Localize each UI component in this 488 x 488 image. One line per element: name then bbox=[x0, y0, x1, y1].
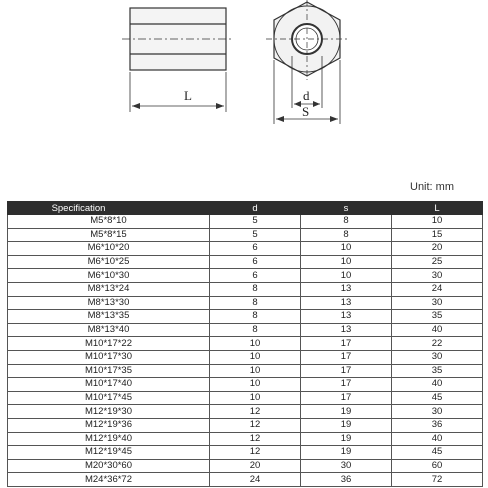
cell-L: 30 bbox=[392, 405, 483, 419]
cell-L: 40 bbox=[392, 323, 483, 337]
cell-specification: M10*17*40 bbox=[8, 378, 210, 392]
cell-L: 15 bbox=[392, 228, 483, 242]
cell-s: 19 bbox=[301, 405, 392, 419]
table-row bbox=[8, 269, 483, 283]
cell-s: 17 bbox=[301, 378, 392, 392]
cell-s: 8 bbox=[301, 215, 392, 229]
cell-L: 40 bbox=[392, 378, 483, 392]
cell-L: 40 bbox=[392, 432, 483, 446]
cell-d: 20 bbox=[210, 459, 301, 473]
cell-L: 24 bbox=[392, 282, 483, 296]
table-row bbox=[8, 215, 483, 229]
cell-d: 10 bbox=[210, 350, 301, 364]
cell-s: 10 bbox=[301, 269, 392, 283]
table-header-row bbox=[8, 202, 483, 215]
cell-specification: M8*13*40 bbox=[8, 323, 210, 337]
cell-specification: M6*10*30 bbox=[8, 269, 210, 283]
header-d: d bbox=[210, 202, 301, 215]
table-row bbox=[8, 242, 483, 256]
table-row bbox=[8, 418, 483, 432]
cell-d: 6 bbox=[210, 269, 301, 283]
cell-specification: M10*17*22 bbox=[8, 337, 210, 351]
cell-d: 12 bbox=[210, 446, 301, 460]
cell-specification: M20*30*60 bbox=[8, 459, 210, 473]
dimension-L-label: L bbox=[184, 88, 192, 103]
cell-d: 8 bbox=[210, 310, 301, 324]
cell-L: 36 bbox=[392, 418, 483, 432]
table-row bbox=[8, 310, 483, 324]
technical-drawing bbox=[0, 0, 488, 180]
cell-s: 17 bbox=[301, 364, 392, 378]
table-row bbox=[8, 378, 483, 392]
dimension-d-label: d bbox=[303, 88, 310, 103]
unit-label: Unit: mm bbox=[410, 181, 454, 193]
cell-L: 20 bbox=[392, 242, 483, 256]
cell-s: 8 bbox=[301, 228, 392, 242]
cell-d: 12 bbox=[210, 432, 301, 446]
cell-d: 12 bbox=[210, 418, 301, 432]
dimension-S-label: S bbox=[302, 104, 310, 119]
table-row bbox=[8, 255, 483, 269]
header-L: L bbox=[392, 202, 483, 215]
cell-s: 36 bbox=[301, 473, 392, 487]
cell-s: 17 bbox=[301, 350, 392, 364]
cell-specification: M6*10*25 bbox=[8, 255, 210, 269]
side-view bbox=[122, 8, 234, 112]
cell-specification: M5*8*10 bbox=[8, 215, 210, 229]
cell-L: 35 bbox=[392, 310, 483, 324]
cell-specification: M12*19*40 bbox=[8, 432, 210, 446]
table-row bbox=[8, 282, 483, 296]
cell-s: 17 bbox=[301, 391, 392, 405]
table-row bbox=[8, 473, 483, 487]
table-row bbox=[8, 391, 483, 405]
cell-L: 22 bbox=[392, 337, 483, 351]
cell-s: 13 bbox=[301, 296, 392, 310]
cell-s: 13 bbox=[301, 323, 392, 337]
cell-s: 19 bbox=[301, 432, 392, 446]
cell-L: 30 bbox=[392, 296, 483, 310]
cell-d: 8 bbox=[210, 323, 301, 337]
cell-d: 5 bbox=[210, 215, 301, 229]
table-body bbox=[8, 215, 483, 487]
cell-specification: M10*17*45 bbox=[8, 391, 210, 405]
cell-s: 30 bbox=[301, 459, 392, 473]
cell-d: 8 bbox=[210, 282, 301, 296]
cell-specification: M6*10*20 bbox=[8, 242, 210, 256]
cell-specification: M10*17*35 bbox=[8, 364, 210, 378]
cell-d: 10 bbox=[210, 391, 301, 405]
table-row bbox=[8, 296, 483, 310]
table-row bbox=[8, 432, 483, 446]
cell-specification: M12*19*45 bbox=[8, 446, 210, 460]
cell-L: 72 bbox=[392, 473, 483, 487]
cell-L: 45 bbox=[392, 391, 483, 405]
cell-d: 10 bbox=[210, 364, 301, 378]
cell-s: 13 bbox=[301, 282, 392, 296]
table-row bbox=[8, 323, 483, 337]
cell-specification: M12*19*30 bbox=[8, 405, 210, 419]
table-row bbox=[8, 446, 483, 460]
cell-s: 17 bbox=[301, 337, 392, 351]
cell-d: 5 bbox=[210, 228, 301, 242]
cell-d: 12 bbox=[210, 405, 301, 419]
table-row bbox=[8, 364, 483, 378]
table-row bbox=[8, 350, 483, 364]
specification-table bbox=[7, 201, 483, 487]
cell-specification: M5*8*15 bbox=[8, 228, 210, 242]
cell-L: 30 bbox=[392, 350, 483, 364]
cell-L: 60 bbox=[392, 459, 483, 473]
header-specification: Specification bbox=[8, 202, 210, 215]
cell-L: 25 bbox=[392, 255, 483, 269]
cell-L: 35 bbox=[392, 364, 483, 378]
cell-s: 10 bbox=[301, 255, 392, 269]
cell-d: 8 bbox=[210, 296, 301, 310]
table-row bbox=[8, 228, 483, 242]
table-row bbox=[8, 459, 483, 473]
cell-specification: M8*13*24 bbox=[8, 282, 210, 296]
cell-d: 10 bbox=[210, 337, 301, 351]
cell-s: 19 bbox=[301, 418, 392, 432]
cell-s: 19 bbox=[301, 446, 392, 460]
cell-s: 10 bbox=[301, 242, 392, 256]
cell-specification: M10*17*30 bbox=[8, 350, 210, 364]
cell-specification: M8*13*30 bbox=[8, 296, 210, 310]
cell-specification: M24*36*72 bbox=[8, 473, 210, 487]
cell-d: 6 bbox=[210, 255, 301, 269]
cell-L: 10 bbox=[392, 215, 483, 229]
cell-specification: M8*13*35 bbox=[8, 310, 210, 324]
header-s: s bbox=[301, 202, 392, 215]
cell-d: 24 bbox=[210, 473, 301, 487]
cell-specification: M12*19*36 bbox=[8, 418, 210, 432]
cell-d: 10 bbox=[210, 378, 301, 392]
table-row bbox=[8, 405, 483, 419]
table-row bbox=[8, 337, 483, 351]
cell-L: 30 bbox=[392, 269, 483, 283]
cell-d: 6 bbox=[210, 242, 301, 256]
cell-s: 13 bbox=[301, 310, 392, 324]
cell-L: 45 bbox=[392, 446, 483, 460]
